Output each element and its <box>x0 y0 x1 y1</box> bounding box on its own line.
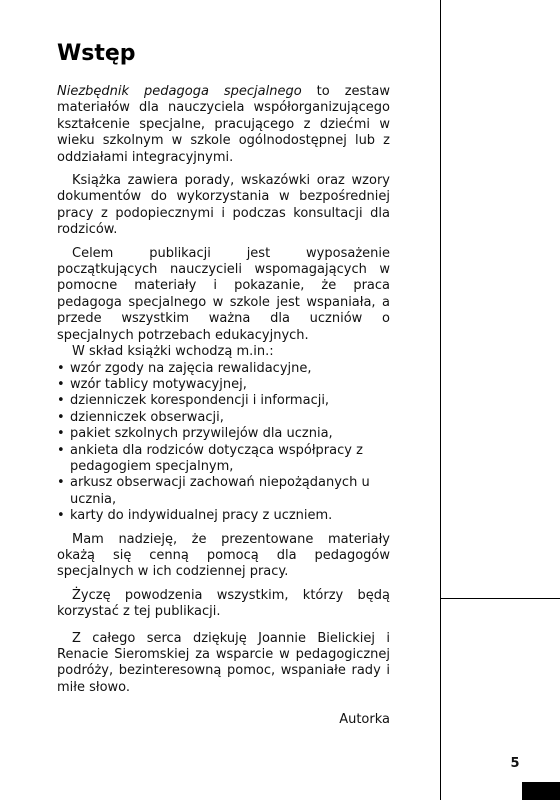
corner-tab-block <box>522 782 560 800</box>
list-item-text: arkusz obserwacji zachowań niepożądanych u ucznia, <box>70 475 370 507</box>
list-item <box>57 475 390 508</box>
list-item <box>57 410 390 426</box>
list-item-text: karty do indywidualnej pracy z uczniem. <box>70 508 333 524</box>
list-item-text: wzór zgody na zajęcia rewalidacyjne, <box>70 360 312 376</box>
bullet-icon: • <box>57 475 65 491</box>
bullet-icon: • <box>57 360 65 376</box>
list-item-text: dzienniczek obserwacji, <box>70 409 224 425</box>
list-item <box>57 377 390 393</box>
page-title: Wstęp <box>57 41 136 66</box>
bullet-icon: • <box>57 442 65 458</box>
list-item-text: dzienniczek korespondencji i informacji, <box>70 393 330 409</box>
list-item <box>57 426 390 442</box>
paragraph-goal: Celem publikacji jest wyposażenie początkujących nauczycieli wspomagających w pomocne materiały i pokazanie, że praca pedagoga specjalnego w szkole jest wspaniała, a przede wszystkim ważna dla uczniów o specjalnych potrzebach edukacyjnych. <box>57 245 390 343</box>
list-intro: W skład książki wchodzą m.in.: <box>72 344 274 360</box>
paragraph-hope: Mam nadzieję, że prezentowane materiały okażą się cenną pomocą dla pedagogów specjalnych w ich codziennej pracy. <box>57 531 390 580</box>
bullet-icon: • <box>57 426 65 442</box>
list-item <box>57 393 390 409</box>
margin-horizontal-rule <box>440 598 560 599</box>
list-item <box>57 361 390 377</box>
bullet-icon: • <box>57 393 65 409</box>
bullet-icon: • <box>57 508 65 524</box>
book-title: Niezbędnik pedagoga specjalnego <box>57 84 302 99</box>
intro-paragraph <box>57 84 390 166</box>
contents-list <box>57 361 390 525</box>
paragraph-thanks: Z całego serca dziękuję Joannie Bielickiej i Renacie Sieromskiej za wsparcie w pedagogicznej podróży, bezinteresowną pomoc, wspaniałe rady i miłe słowo. <box>57 630 390 695</box>
list-item <box>57 443 390 476</box>
author-signature: Autorka <box>339 712 390 728</box>
list-item <box>57 508 390 524</box>
page-body <box>57 40 390 729</box>
list-item-text: ankieta dla rodziców dotycząca współpracy z pedagogiem specjalnym, <box>70 442 363 474</box>
intro-text: to zestaw materiałów dla nauczyciela współorganizującego kształcenie specjalne, pracującego z dziećmi w wieku szkolnym w szkole ogólnodostępnej lub z oddziałami integracyjnymi. <box>57 84 391 165</box>
paragraph-contents: Książka zawiera porady, wskazówki oraz wzory dokumentów do wykorzystania w bezpośredniej pracy z podopiecznymi i podczas konsultacji dla rodziców. <box>57 173 390 238</box>
list-item-text: wzór tablicy motywacyjnej, <box>70 376 247 392</box>
bullet-icon: • <box>57 376 65 392</box>
bullet-icon: • <box>57 409 65 425</box>
margin-vertical-rule <box>440 0 441 800</box>
page-number: 5 <box>510 756 520 771</box>
list-item-text: pakiet szkolnych przywilejów dla ucznia, <box>70 426 333 442</box>
paragraph-wishes: Życzę powodzenia wszystkim, którzy będą korzystać z tej publikacji. <box>57 587 390 620</box>
